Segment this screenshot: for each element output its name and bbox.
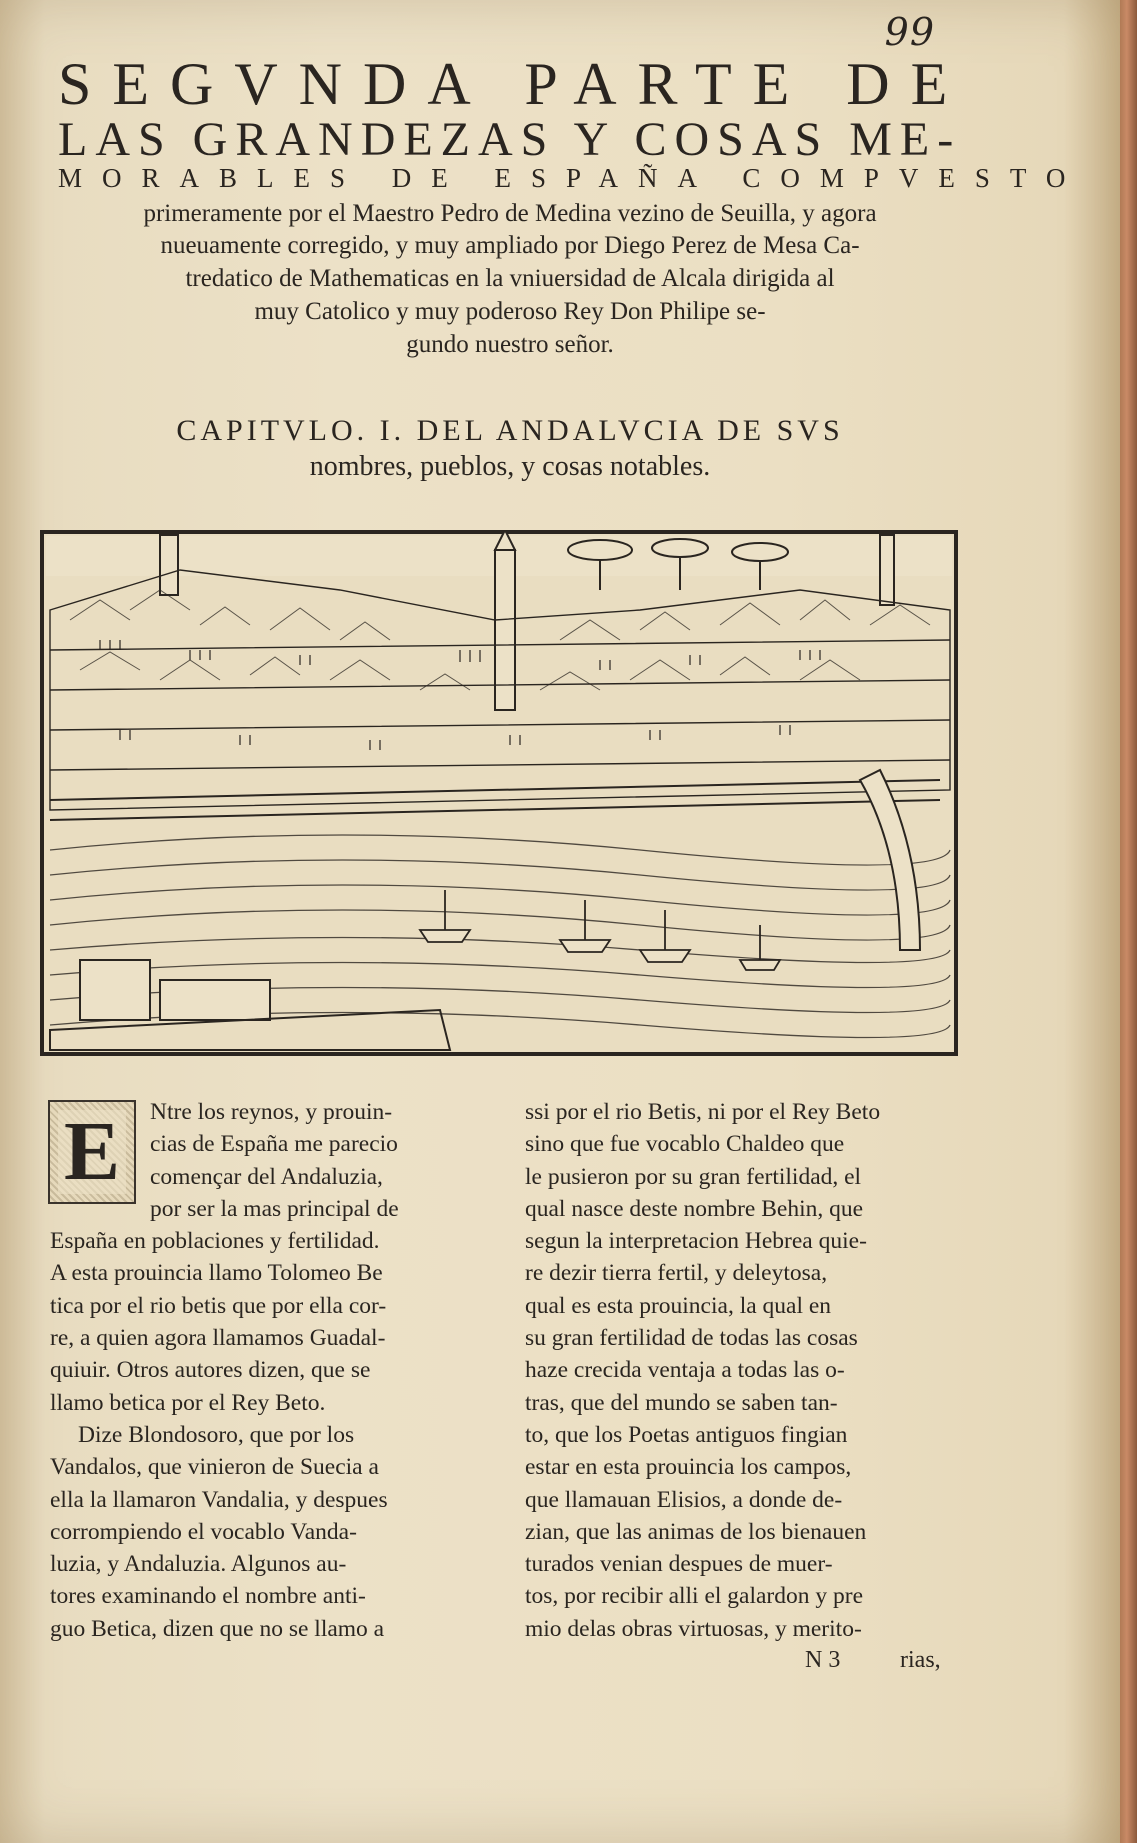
title-line-2: LAS GRANDEZAS Y COSAS ME- xyxy=(58,113,962,166)
page-number: 99 xyxy=(884,10,935,54)
text-line: Ntre los reynos, y prouin- xyxy=(150,1099,393,1125)
text-line: Vandalos, que vinieron de Suecia a xyxy=(50,1454,379,1481)
text-line: llamo betica por el Rey Beto. xyxy=(50,1389,326,1416)
subtitle-line: nueuamente corregido, y muy ampliado por Diego Perez de Mesa Ca- xyxy=(160,232,860,259)
text-line: que llamauan Elisios, a donde de- xyxy=(525,1486,843,1513)
catchword: rias, xyxy=(900,1647,941,1673)
text-line: to, que los Poetas antiguos fingian xyxy=(525,1421,848,1448)
subtitle-line: muy Catolico y muy poderoso Rey Don Philipe se- xyxy=(254,298,766,325)
text-line: Dize Blondosoro, que por los xyxy=(78,1421,355,1448)
text-line: guo Betica, dizen que no se llamo a xyxy=(50,1615,385,1642)
signature-mark: N 3 xyxy=(805,1647,841,1673)
text-line: qual nasce deste nombre Behin, que xyxy=(525,1195,864,1222)
text-line: su gran fertilidad de todas las cosas xyxy=(525,1325,858,1352)
subtitle-line: primeramente por el Maestro Pedro de Medina vezino de Seuilla, y agora xyxy=(143,200,877,227)
text-line: haze crecida ventaja a todas las o- xyxy=(525,1357,845,1384)
chapter-heading: CAPITVLO. I. DEL ANDALVCIA DE SVS xyxy=(176,414,844,447)
text-line: tica por el rio betis que por ella cor- xyxy=(50,1292,387,1319)
subtitle-line: tredatico de Mathematicas en la vniuersidad de Alcala dirigida al xyxy=(185,265,835,292)
text-line: tras, que del mundo se saben tan- xyxy=(525,1389,838,1416)
chapter-subheading: nombres, pueblos, y cosas notables. xyxy=(309,451,711,482)
text-column-left xyxy=(50,1096,495,1645)
initial-letter: E xyxy=(58,1110,126,1194)
text-line: luzia, y Andaluzia. Algunos au- xyxy=(50,1551,347,1578)
text-line: le pusieron por su gran fertilidad, el xyxy=(525,1163,862,1190)
page-edge xyxy=(1120,0,1137,1843)
text-line: mio delas obras virtuosas, y merito- xyxy=(525,1615,862,1642)
text-line: re, a quien agora llamamos Guadal- xyxy=(50,1325,386,1352)
text-line: començar del Andaluzia, xyxy=(150,1163,383,1190)
title-line-3: MORABLES DE ESPAÑA COMPVESTO xyxy=(58,163,1086,193)
text-line: A esta prouincia llamo Tolomeo Be xyxy=(50,1260,383,1287)
text-line: corrompiendo el vocablo Vanda- xyxy=(50,1518,357,1545)
text-line: re dezir tierra fertil, y deleytosa, xyxy=(525,1260,828,1287)
text-line: zian, que las animas de los bienauen xyxy=(525,1518,867,1545)
text-line: España en poblaciones y fertilidad. xyxy=(50,1228,380,1255)
text-line: sino que fue vocablo Chaldeo que xyxy=(525,1131,845,1158)
woodcut-city-illustration xyxy=(40,530,958,1056)
text-column-right xyxy=(525,1096,970,1645)
text-line: por ser la mas principal de xyxy=(150,1195,399,1222)
subtitle-line: gundo nuestro señor. xyxy=(406,331,614,358)
text-line: tores examinando el nombre anti- xyxy=(50,1583,366,1610)
text-line: estar en esta prouincia los campos, xyxy=(525,1454,852,1481)
text-line: turados venian despues de muer- xyxy=(525,1551,833,1578)
text-line: ella la llamaron Vandalia, y despues xyxy=(50,1486,388,1513)
text-line: tos, por recibir alli el galardon y pre xyxy=(525,1583,864,1610)
text-line: quiuir. Otros autores dizen, que se xyxy=(50,1357,371,1384)
text-line: segun la interpretacion Hebrea quie- xyxy=(525,1228,867,1255)
text-line: cias de España me parecio xyxy=(150,1131,398,1158)
title-line-1: SEGVNDA PARTE DE xyxy=(58,51,969,117)
text-line: qual es esta prouincia, la qual en xyxy=(525,1292,832,1319)
text-line: ssi por el rio Betis, ni por el Rey Beto xyxy=(525,1099,881,1125)
